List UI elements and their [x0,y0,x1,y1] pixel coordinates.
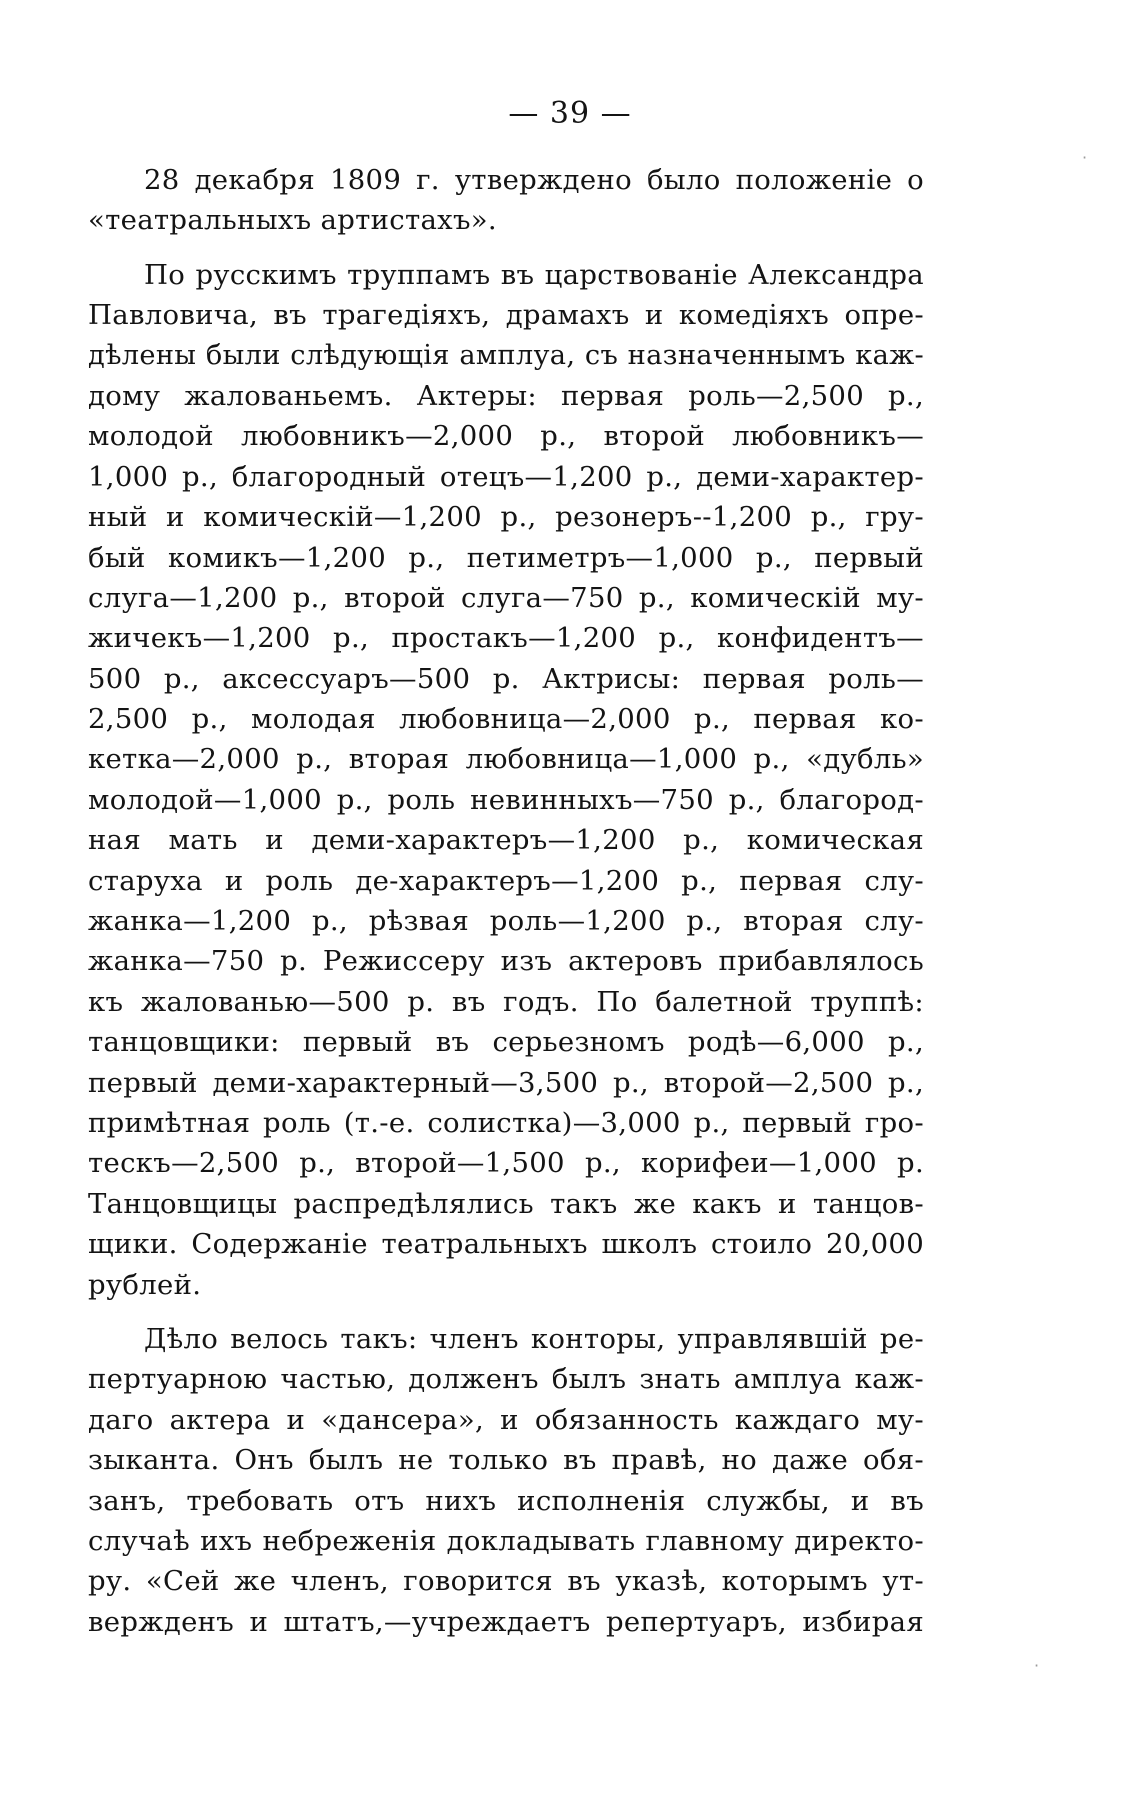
text-line: танцовщики: первый въ серьезномъ родѣ—6,000 р., [88,1026,924,1059]
text-line: 500 р., аксессуаръ—500 р. Актрисы: первая роль— [88,662,924,695]
scan-speck: · [1034,1656,1040,1675]
text-line: первый деми-характерный—3,500 р., второй—2,500 р., [88,1066,924,1099]
text-line: Танцовщицы распредѣлялись такъ же какъ и танцов- [88,1187,924,1220]
text-line: примѣтная роль (т.-е. солистка)—3,000 р., первый гро- [88,1106,924,1139]
text-line: Дѣло велось такъ: членъ конторы, управлявшiй ре- [144,1322,924,1355]
text-line: жанка—1,200 р., рѣзвая роль—1,200 р., вторая слу- [88,905,924,938]
text-line: случаѣ ихъ небреженiя докладывать главному директо- [88,1524,924,1557]
text-line: старуха и роль де-характеръ—1,200 р., первая слу- [88,864,924,897]
page-number: — 39 — [508,96,632,131]
body-text [88,160,924,1642]
paragraph-2 [88,255,924,1305]
text-line: дѣлены были слѣдующiя амплуа, съ назначеннымъ каж- [88,339,924,371]
text-line: жанка—750 р. Режиссеру изъ актеровъ прибавлялось [88,945,924,978]
paragraph-gap [88,241,924,255]
text-line: дому жалованьемъ. Актеры: первая роль—2,500 р., [88,379,924,412]
scan-speck: · [1082,148,1088,167]
text-line: щики. Содержанiе театральныхъ школъ стоило 20,000 [88,1228,924,1261]
text-line: 1,000 р., благородный отецъ—1,200 р., деми-характер- [88,460,924,493]
paragraph-1 [88,160,924,241]
text-line: жичекъ—1,200 р., простакъ—1,200 р., конфидентъ— [88,622,924,655]
paragraph-3 [88,1319,924,1642]
paragraph-gap [88,1305,924,1319]
text-line: вержденъ и штатъ,—учреждаетъ репертуаръ, избирая [88,1605,924,1638]
text-line: слуга—1,200 р., второй слуга—750 р., комическiй му- [88,581,924,614]
text-line: молодой любовникъ—2,000 р., второй любовникъ— [88,420,924,453]
text-line: рублей. [88,1268,202,1301]
text-line: Павловича, въ трагедiяхъ, драмахъ и комедiяхъ опре- [88,299,924,332]
text-line: «театральныхъ артистахъ». [88,204,497,237]
text-line: ру. «Сей же членъ, говорится въ указѣ, которымъ ут- [88,1565,924,1598]
text-line: бый комикъ—1,200 р., петиметръ—1,000 р., первый [88,541,924,574]
text-line: даго актера и «дансера», и обязанность каждаго му- [88,1403,924,1436]
text-line: занъ, требовать отъ нихъ исполненiя службы, и въ [88,1484,924,1517]
text-line: тескъ—2,500 р., второй—1,500 р., корифеи—1,000 р. [88,1147,924,1180]
text-line: къ жалованью—500 р. въ годъ. По балетной труппѣ: [88,985,924,1018]
text-line: молодой—1,000 р., роль невинныхъ—750 р., благород- [88,783,924,816]
text-line: зыканта. Онъ былъ не только въ правѣ, но даже обя- [88,1444,924,1477]
text-line: кетка—2,000 р., вторая любовница—1,000 р., «дубль» [88,743,924,776]
text-line: ный и комическiй—1,200 р., резонеръ--1,200 р., гру- [88,501,924,534]
text-line: 28 декабря 1809 г. утверждено было положенiе о [144,164,924,196]
text-line: По русскимъ труппамъ въ царствованiе Александра [144,258,924,291]
text-line: ная мать и деми-характеръ—1,200 р., комическая [88,824,924,857]
text-line: пертуарною частью, долженъ былъ знать амплуа каж- [88,1363,924,1396]
text-line: 2,500 р., молодая любовница—2,000 р., первая ко- [88,703,924,736]
